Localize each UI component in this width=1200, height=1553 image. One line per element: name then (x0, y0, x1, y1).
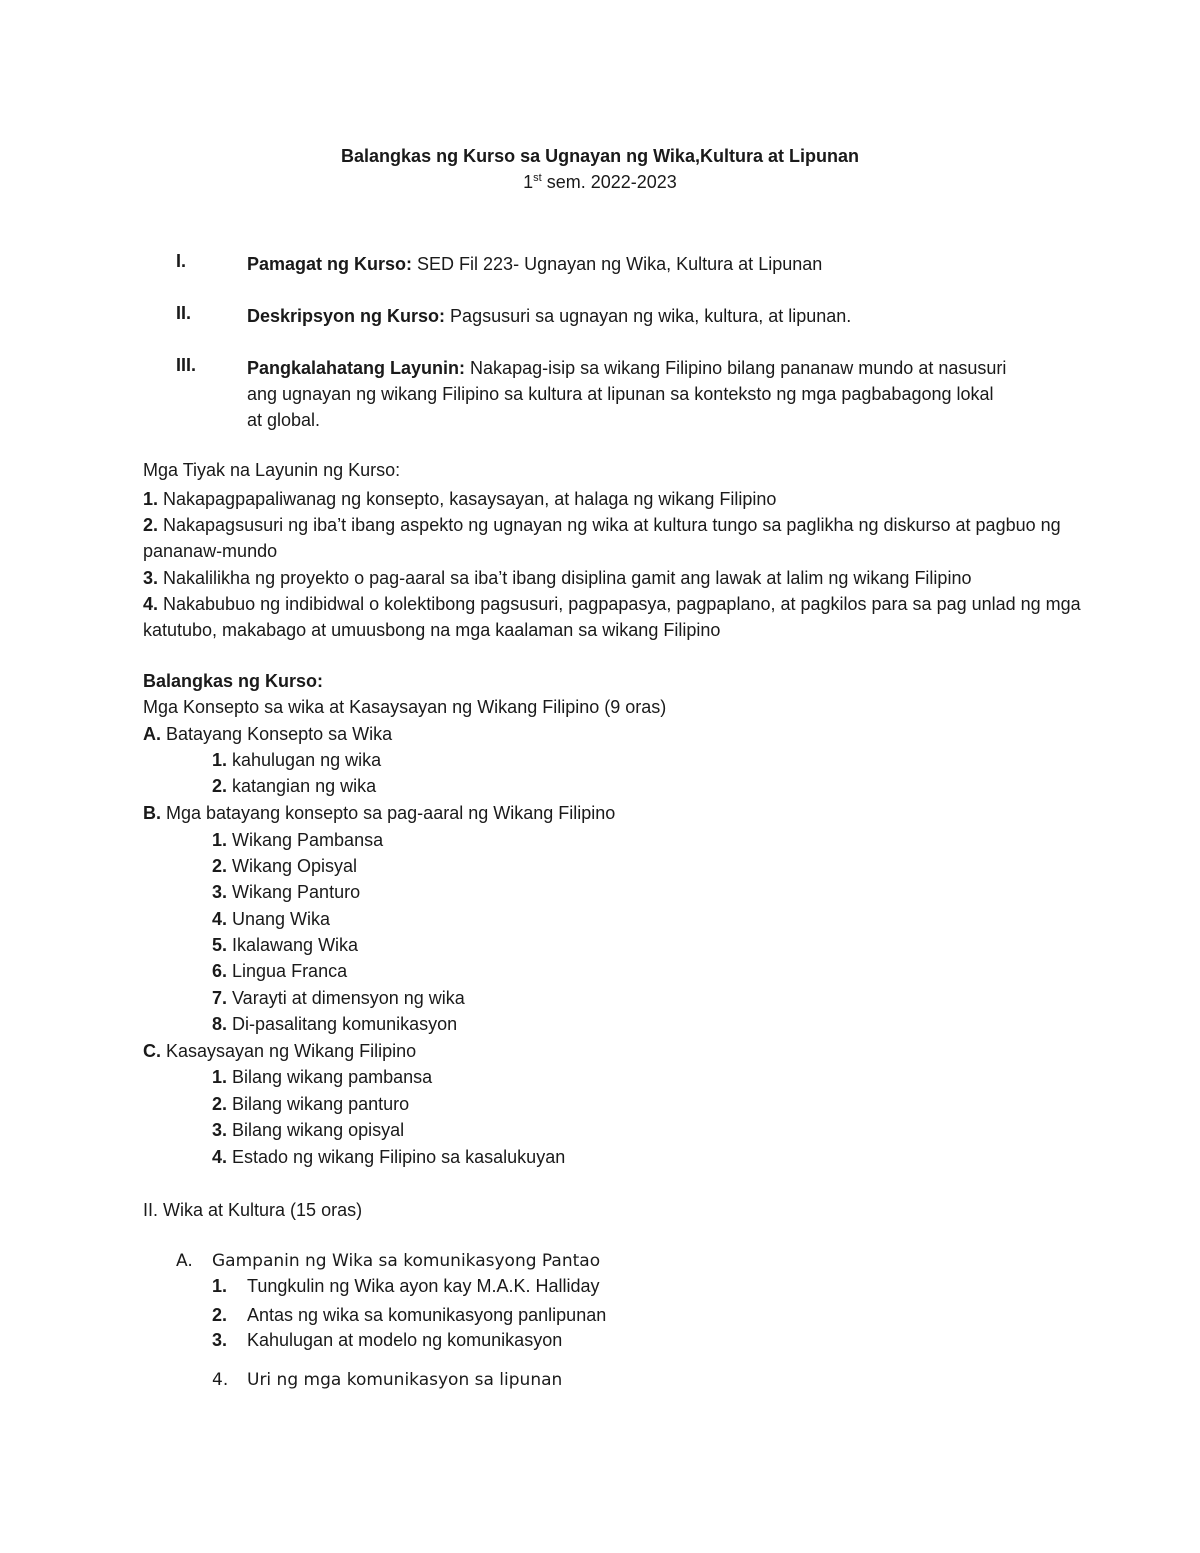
outline-c-label: C. (143, 1041, 161, 1061)
sem-superscript: st (533, 172, 542, 184)
sem-number: 1 (523, 172, 534, 192)
unit-2-title: II. Wika at Kultura (15 oras) (143, 1200, 363, 1220)
objective-num: 3. (143, 568, 159, 588)
outline-b (143, 803, 615, 824)
objective-text: Nakapagsusuri ng iba’t ibang aspekto ng ugnayan ng wika at kultura tungo sa paglikha ng diskurso at pagbuo ng pananaw-mundo (143, 515, 1061, 561)
list-item-text: Wikang Panturo (227, 882, 361, 902)
section-1-body (247, 251, 1027, 277)
list-item-text: Bilang wikang opisyal (227, 1120, 405, 1140)
objective-num: 4. (143, 594, 159, 614)
objective-item (143, 565, 1083, 591)
objective-num: 2. (143, 515, 159, 535)
list-item (212, 1014, 457, 1035)
section-2-text: Pagsusuri sa ugnayan ng wika, kultura, at lipunan. (445, 306, 852, 326)
list-item-text: katangian ng wika (227, 776, 377, 796)
list-item (212, 935, 358, 956)
list-item-text: Wikang Pambansa (227, 830, 384, 850)
outline-c (143, 1041, 416, 1062)
list-item-text: Kahulugan at modelo ng komunikasyon (247, 1330, 563, 1350)
list-item-text: Estado ng wikang Filipino sa kasalukuyan (227, 1147, 566, 1167)
list-item-num: 2. (212, 856, 228, 876)
section-3-label: Pangkalahatang Layunin: (247, 358, 466, 378)
list-item-num: 1. (212, 750, 228, 770)
list-item (212, 830, 383, 851)
document-subtitle (0, 172, 1200, 193)
list-item-num: 4. (212, 1370, 229, 1390)
outline-a2-label: A. (176, 1251, 193, 1271)
section-2-numeral: II. (176, 303, 192, 323)
list-item-text: Di-pasalitang komunikasyon (227, 1014, 458, 1034)
section-1-label: Pamagat ng Kurso: (247, 254, 413, 274)
list-item-text: Tungkulin ng Wika ayon kay M.A.K. Halliday (247, 1276, 600, 1296)
list-item-text: Lingua Franca (227, 961, 348, 981)
list-item (212, 988, 465, 1009)
list-item-num: 8. (212, 1014, 228, 1034)
list-item-text: Varayti at dimensyon ng wika (227, 988, 465, 1008)
list-item-num: 6. (212, 961, 228, 981)
list-item-num: 1. (212, 1276, 228, 1296)
section-3-numeral: III. (176, 355, 197, 375)
list-item-num: 1. (212, 830, 228, 850)
objective-text: Nakapagpapaliwanag ng konsepto, kasaysayan, at halaga ng wikang Filipino (158, 489, 777, 509)
outline-c-text: Kasaysayan ng Wikang Filipino (161, 1041, 417, 1061)
list-item-text: kahulugan ng wika (227, 750, 382, 770)
list-item-num: 4. (212, 909, 228, 929)
list-item-text: Unang Wika (227, 909, 331, 929)
list-item-text: Uri ng mga komunikasyon sa lipunan (247, 1370, 563, 1390)
outline-a2-text: Gampanin ng Wika sa komunikasyong Pantao (212, 1251, 601, 1271)
list-item-num: 3. (212, 1120, 228, 1140)
section-1-numeral: I. (176, 251, 187, 271)
list-item (212, 882, 360, 903)
list-item (212, 1094, 409, 1115)
objective-num: 1. (143, 489, 159, 509)
outline-a (143, 724, 392, 745)
list-item-num: 3. (212, 1330, 228, 1350)
list-item-text: Bilang wikang pambansa (227, 1067, 433, 1087)
outline-a-label: A. (143, 724, 161, 744)
objective-text: Nakabubuo ng indibidwal o kolektibong pagsusuri, pagpapasya, pagpaplano, at pagkilos para sa pag unlad ng mga katutubo, makabago at umuusbong na mga kaalaman sa wikang Filipino (143, 594, 1081, 640)
list-item-num: 2. (212, 1094, 228, 1114)
list-item-text: Ikalawang Wika (227, 935, 359, 955)
objective-item (143, 591, 1083, 643)
list-item-text: Wikang Opisyal (227, 856, 358, 876)
list-item-num: 3. (212, 882, 228, 902)
list-item (212, 1147, 565, 1168)
objective-text: Nakalilikha ng proyekto o pag-aaral sa iba’t ibang disiplina gamit ang lawak at lalim ng wikang Filipino (158, 568, 972, 588)
list-item (212, 1120, 404, 1141)
list-item (212, 776, 376, 797)
objectives-heading: Mga Tiyak na Layunin ng Kurso: (143, 460, 401, 480)
section-3-body (247, 355, 1007, 433)
list-item-num: 5. (212, 935, 228, 955)
document-title: Balangkas ng Kurso sa Ugnayan ng Wika,Kultura at Lipunan (341, 146, 859, 166)
sem-year: sem. 2022-2023 (541, 172, 677, 192)
list-item-text: Antas ng wika sa komunikasyong panlipunan (247, 1305, 607, 1325)
outline-b-label: B. (143, 803, 161, 823)
list-item (212, 961, 347, 982)
outline-heading: Balangkas ng Kurso: (143, 671, 324, 691)
list-item (212, 909, 330, 930)
outline-a-text: Batayang Konsepto sa Wika (161, 724, 393, 744)
list-item (212, 750, 381, 771)
list-item-num: 7. (212, 988, 228, 1008)
section-2-label: Deskripsyon ng Kurso: (247, 306, 446, 326)
objective-item (143, 486, 1083, 512)
objective-item (143, 512, 1083, 564)
list-item-text: Bilang wikang panturo (227, 1094, 410, 1114)
list-item (212, 856, 357, 877)
list-item-num: 2. (212, 1305, 228, 1325)
list-item-num: 2. (212, 776, 228, 796)
list-item-num: 1. (212, 1067, 228, 1087)
list-item-num: 4. (212, 1147, 228, 1167)
outline-b-text: Mga batayang konsepto sa pag-aaral ng Wikang Filipino (161, 803, 616, 823)
section-3-text: Nakapag-isip sa wikang Filipino bilang pananaw mundo at nasusuri ang ugnayan ng wikang Filipino sa kultura at lipunan sa konteksto ng mga pagbabagong lokal at global. (247, 358, 1007, 430)
section-2-body (247, 303, 1027, 329)
section-1-text: SED Fil 223- Ugnayan ng Wika, Kultura at Lipunan (412, 254, 823, 274)
list-item (212, 1067, 432, 1088)
unit-1-title: Mga Konsepto sa wika at Kasaysayan ng Wikang Filipino (9 oras) (143, 697, 667, 717)
